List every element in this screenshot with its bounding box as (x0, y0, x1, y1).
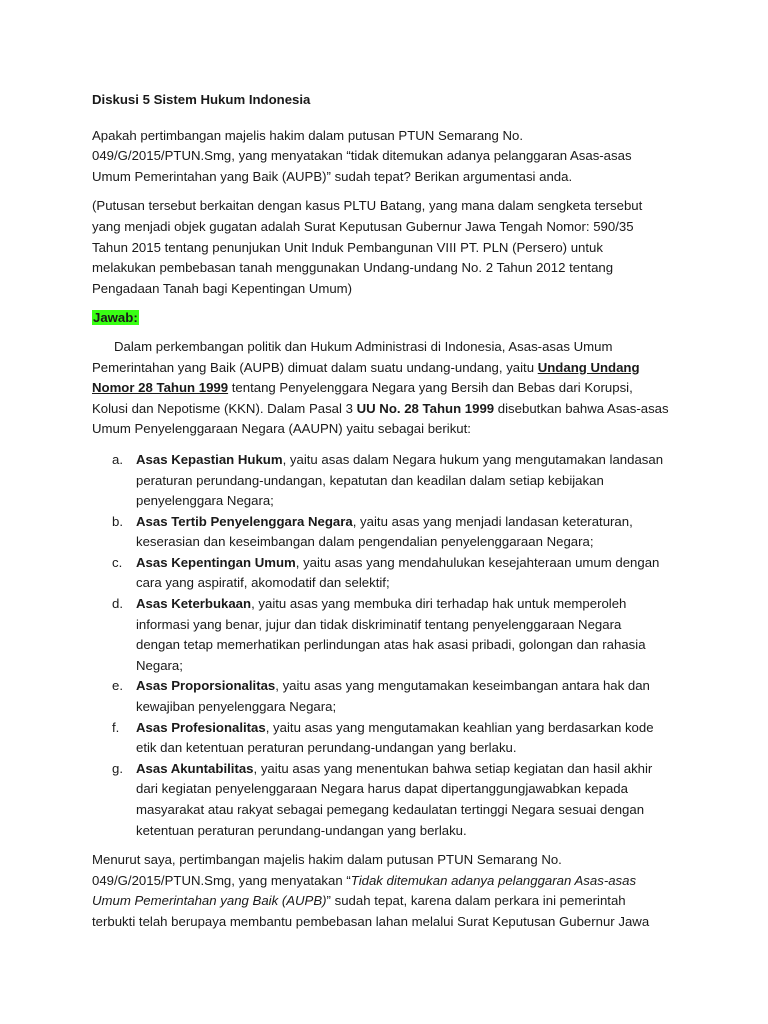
list-line (136, 512, 682, 533)
list-line (136, 759, 682, 780)
list-marker: c. (112, 554, 123, 570)
question-line: Apakah pertimbangan majelis hakim dalam putusan PTUN Semarang No. (92, 127, 524, 143)
list-marker: b. (112, 513, 123, 529)
conclusion-paragraph (92, 850, 682, 932)
list-item-content (136, 594, 682, 676)
list-item-content (136, 718, 682, 759)
document-title: Diskusi 5 Sistem Hukum Indonesia (92, 92, 311, 107)
list-line: peraturan perundang-undangan, kepatutan dan keadilan dalam setiap kebijakan (136, 472, 604, 488)
list-item-content (136, 512, 682, 553)
list-item (92, 676, 682, 717)
list-item (92, 512, 682, 553)
asas-name: Asas Akuntabilitas (136, 760, 254, 776)
conclusion-line: Menurut saya, pertimbangan majelis hakim dalam putusan PTUN Semarang No. (92, 852, 562, 868)
list-line: informasi yang benar, jujur dan tidak diskriminatif tentang penyelenggaraan Negara (136, 616, 622, 632)
quoted-verdict: Tidak ditemukan adanya pelanggaran Asas-asas (350, 872, 637, 888)
list-item (92, 718, 682, 759)
list-item-content (136, 676, 682, 717)
list-marker: a. (112, 451, 123, 467)
list-line: ketentuan peraturan perundang-undangan yang berlaku. (136, 822, 467, 838)
law-reference: Undang Undang (537, 359, 640, 375)
context-line: yang menjadi objek gugatan adalah Surat Keputusan Gubernur Jawa Tengah Nomor: 590/35 (92, 218, 634, 234)
list-marker: d. (112, 596, 123, 612)
list-item (92, 553, 682, 594)
list-line: Negara; (136, 657, 183, 673)
list-marker: g. (112, 760, 123, 776)
list-marker: f. (112, 719, 120, 735)
context-line: Tahun 2015 tentang penunjukan Unit Induk Pembangunan VIII PT. PLN (Persero) untuk (92, 239, 603, 255)
asas-name: Asas Proporsionalitas (136, 678, 276, 694)
list-item-content (136, 553, 682, 594)
asas-text: , yaitu asas yang mengutamakan keahlian yang berdasarkan kode (265, 719, 654, 735)
list-item-content (136, 759, 682, 841)
list-line: kewajiban penyelenggara Negara; (136, 699, 337, 715)
asas-text: , yaitu asas yang mengutamakan keseimbangan antara hak dan (275, 678, 650, 694)
list-line: penyelenggara Negara; (136, 493, 274, 509)
question-line: 049/G/2015/PTUN.Smg, yang menyatakan “tidak ditemukan adanya pelanggaran Asas-asas (92, 148, 632, 164)
conclusion-line (92, 871, 682, 892)
intro-line (92, 378, 682, 399)
list-line (136, 718, 682, 739)
intro-text: Kolusi dan Nepotisme (KKN). Dalam Pasal 3 (92, 400, 357, 416)
intro-line: Umum Penyelenggaraan Negara (AAUPN) yaitu sebagai berikut: (92, 421, 471, 437)
list-line: dengan tetap memerhatikan perlindungan atas hak asasi pribadi, golongan dan rahasia (136, 637, 646, 653)
intro-line (92, 399, 682, 420)
intro-paragraph (92, 337, 682, 440)
asas-name: Asas Keterbukaan (136, 596, 252, 612)
asas-name: Asas Kepastian Hukum (136, 451, 283, 467)
list-line: etik dan ketentuan peraturan perundang-undangan yang berlaku. (136, 740, 517, 756)
law-reference: Nomor 28 Tahun 1999 (92, 380, 229, 396)
context-line: Pengadaan Tanah bagi Kepentingan Umum) (92, 280, 353, 296)
asas-name: Asas Kepentingan Umum (136, 554, 296, 570)
list-line: dari kegiatan penyelenggaraan Negara harus dapat dipertanggungjawabkan kepada (136, 781, 628, 797)
list-line (136, 450, 682, 471)
list-item (92, 450, 682, 512)
answer-heading: Jawab: (93, 310, 138, 326)
intro-text: disebutkan bahwa Asas-asas (494, 400, 669, 416)
document-page (92, 90, 682, 933)
law-reference-short: UU No. 28 Tahun 1999 (356, 400, 495, 416)
asas-text: , yaitu asas yang membuka diri terhadap hak untuk memperoleh (251, 596, 627, 612)
asas-name: Asas Profesionalitas (136, 719, 266, 735)
list-line: keserasian dan keseimbangan dalam pengendalian penyelenggaraan Negara; (136, 534, 594, 550)
list-item (92, 759, 682, 841)
context-line: melakukan pembebasan tanah menggunakan Undang-undang No. 2 Tahun 2012 tentang (92, 260, 614, 276)
intro-line (92, 358, 682, 379)
list-line: cara yang aspiratif, akomodatif dan selektif; (136, 575, 390, 591)
context-line: (Putusan tersebut berkaitan dengan kasus PLTU Batang, yang mana dalam sengketa tersebut (92, 198, 643, 214)
intro-text: tentang Penyelenggara Negara yang Bersih dan Bebas dari Korupsi, (228, 380, 633, 396)
asas-list (92, 450, 682, 841)
question-paragraph (92, 126, 682, 188)
context-paragraph (92, 196, 682, 299)
asas-text: , yaitu asas yang mendahulukan kesejahteraan umum dengan (295, 554, 660, 570)
conclusion-line: terbukti telah berupaya membantu pembebasan lahan melalui Surat Keputusan Gubernur Jawa (92, 913, 650, 929)
list-line (136, 676, 682, 697)
list-line: masyarakat atau rakyat sebagai pemegang kedaulatan tertinggi Negara sesuai dengan (136, 802, 645, 817)
conclusion-text: 049/G/2015/PTUN.Smg, yang menyatakan “ (92, 872, 351, 888)
quoted-verdict: Umum Pemerintahan yang Baik (AUPB) (92, 893, 327, 909)
asas-name: Asas Tertib Penyelenggara Negara (136, 513, 353, 529)
asas-text: , yaitu asas yang menjadi landasan keteraturan, (352, 513, 633, 529)
answer-heading-row (92, 308, 682, 329)
intro-text: Pemerintahan yang Baik (AUPB) dimuat dalam suatu undang-undang, yaitu (92, 359, 538, 375)
list-item-content (136, 450, 682, 512)
list-line (136, 553, 682, 574)
conclusion-text: ” sudah tepat, karena dalam perkara ini pemerintah (326, 893, 626, 909)
conclusion-line (92, 891, 682, 912)
asas-text: , yaitu asas dalam Negara hukum yang mengutamakan landasan (282, 451, 664, 467)
list-line (136, 594, 682, 615)
question-line: Umum Pemerintahan yang Baik (AUPB)” sudah tepat? Berikan argumentasi anda. (92, 168, 573, 184)
list-marker: e. (112, 678, 123, 694)
asas-text: , yaitu asas yang menentukan bahwa setiap kegiatan dan hasil akhir (253, 760, 653, 776)
list-item (92, 594, 682, 676)
intro-line: Dalam perkembangan politik dan Hukum Administrasi di Indonesia, Asas-asas Umum (114, 338, 613, 354)
